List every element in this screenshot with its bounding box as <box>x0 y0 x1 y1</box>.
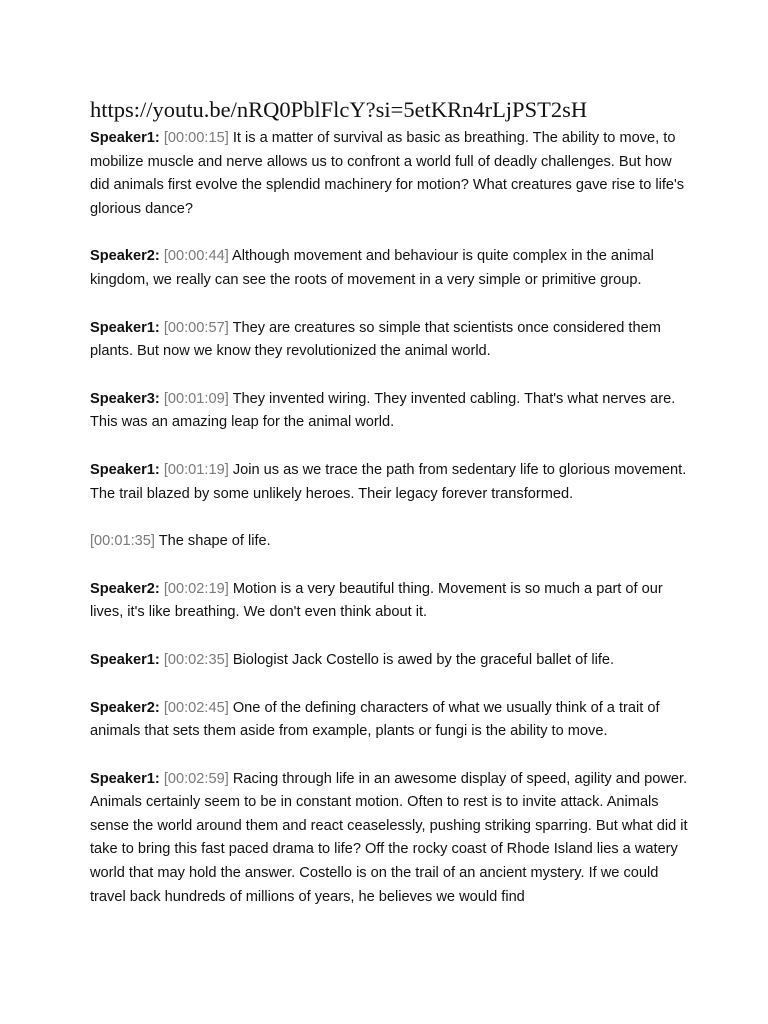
speaker-label: Speaker1: <box>90 130 160 146</box>
transcript-paragraph <box>90 697 690 744</box>
timestamp: [00:00:44] <box>163 248 229 265</box>
timestamp: [00:02:35] <box>163 651 229 668</box>
speaker-label: Speaker1: <box>90 651 160 668</box>
transcript-text: Racing through life in an awesome display of speed, agility and power. Animals certainly seem to be in constant motion. Often to rest is to invite attack. Animals sense the world around them and react ceaselessly, pushing striking sparring. But what did it take to bring this fast paced drama to life? Off the rocky coast of Rhode Island lies a watery world that may hold the answer. Costello is on the trail of an ancient mystery. If we could travel back hundreds of millions of years, he believes we would find <box>90 770 688 905</box>
timestamp: [00:00:15] <box>163 130 229 146</box>
timestamp: [00:01:19] <box>163 461 229 478</box>
transcript-paragraph <box>90 245 690 292</box>
transcript-text: They invented wiring. They invented cabling. That's what nerves are. This was an amazing leap for the animal world. <box>90 390 676 431</box>
transcript-text: Join us as we trace the path from sedentary life to glorious movement. The trail blazed by some unlikely heroes. Their legacy forever transformed. <box>90 461 687 502</box>
transcript-text: One of the defining characters of what we usually think of a trait of animals that sets them aside from example, plants or fungi is the ability to move. <box>90 699 660 740</box>
speaker-label: Speaker1: <box>90 770 160 787</box>
transcript-text: Motion is a very beautiful thing. Movement is so much a part of our lives, it's like breathing. We don't even think about it. <box>90 580 663 621</box>
timestamp: [00:02:45] <box>163 699 229 716</box>
timestamp: [00:02:59] <box>163 770 229 787</box>
transcript-paragraph <box>90 578 690 625</box>
speaker-label: Speaker2: <box>90 580 160 597</box>
timestamp: [00:01:35] <box>90 533 155 550</box>
speaker-label: Speaker2: <box>90 699 160 716</box>
transcript-paragraph <box>90 127 690 221</box>
transcript-text: Biologist Jack Costello is awed by the graceful ballet of life. <box>232 651 615 668</box>
transcript-paragraph <box>90 459 690 506</box>
transcript-text: They are creatures so simple that scientists once considered them plants. But now we know they revolutionized the animal world. <box>90 319 661 360</box>
timestamp: [00:01:09] <box>163 390 229 407</box>
transcript-text: Although movement and behaviour is quite complex in the animal kingdom, we really can see the roots of movement in a very simple or primitive group. <box>90 248 654 288</box>
speaker-label: Speaker3: <box>90 390 160 407</box>
transcript-text: It is a matter of survival as basic as breathing. The ability to move, to mobilize muscle and nerve allows us to confront a world full of deadly challenges. But how did animals first evolve the splendid machinery for motion? What creatures gave rise to life's glorious dance? <box>90 130 685 217</box>
transcript-text: The shape of life. <box>158 533 271 550</box>
document-title-url: https://youtu.be/nRQ0PblFlcY?si=5etKRn4rLjPST2sH <box>90 97 588 122</box>
speaker-label: Speaker1: <box>90 319 160 336</box>
transcript-paragraph <box>90 530 690 554</box>
speaker-label: Speaker2: <box>90 248 160 265</box>
timestamp: [00:00:57] <box>163 319 229 336</box>
transcript-paragraph <box>90 768 690 910</box>
timestamp: [00:02:19] <box>163 580 229 597</box>
speaker-label: Speaker1: <box>90 461 160 478</box>
transcript-paragraph <box>90 649 690 673</box>
transcript-paragraph <box>90 317 690 364</box>
transcript-page <box>90 96 690 933</box>
transcript-paragraph <box>90 388 690 435</box>
